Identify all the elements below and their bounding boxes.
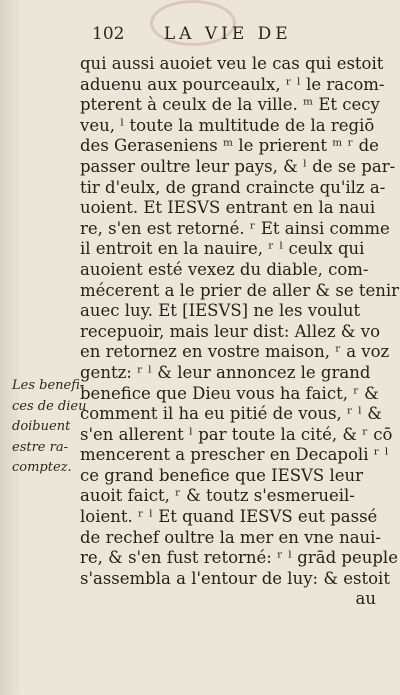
marginal-note-line: comptez. — [12, 460, 72, 476]
marginal-note-line: doibuent — [12, 419, 71, 435]
text-line: auoit faict, ʳ & toutz s'esmerueil- — [80, 486, 355, 506]
text-line: passer oultre leur pays, & ˡ de se par- — [80, 156, 396, 176]
text-line: auec luy. Et [IESVS] ne les voulut — [80, 301, 361, 321]
catchword: au — [355, 589, 376, 609]
text-line: ce grand benefice que IESVS leur — [80, 465, 364, 485]
text-line: uoient. Et IESVS entrant en la naui — [80, 198, 376, 218]
text-line: benefice que Dieu vous ha faict, ʳ & — [80, 383, 379, 403]
marginal-note — [12, 376, 92, 479]
text-line: re, s'en est retorné. ʳ Et ainsi comme — [80, 218, 390, 238]
page-gutter-shadow — [0, 0, 22, 695]
text-line: loient. ʳ ˡ Et quand IESVS eut passé — [80, 507, 378, 527]
page-number: 102 — [92, 24, 125, 44]
text-line: recepuoir, mais leur dist: Allez & vo — [80, 321, 380, 341]
text-line: s'assembla a l'entour de luy: & estoit — [80, 568, 390, 588]
running-title: LA VIE DE — [163, 24, 292, 44]
marginal-note-line: ces de dieu — [12, 398, 87, 414]
text-line: auoient esté vexez du diable, com- — [80, 259, 369, 279]
text-line: veu, ˡ toute la multitude de la regiō — [80, 115, 375, 135]
text-line: en retornez en vostre maison, ʳ a voz — [80, 342, 390, 362]
text-line: mencerent a prescher en Decapoli ʳ ˡ — [80, 445, 389, 465]
text-line: gentz: ʳ ˡ & leur annoncez le grand — [80, 362, 371, 382]
text-line: de rechef oultre la mer en vne naui- — [80, 527, 382, 547]
text-line: des Geraseniens ᵐ le prierent ᵐ ʳ de — [80, 136, 379, 156]
running-header — [92, 24, 352, 46]
text-line: tir d'eulx, de grand craincte qu'ilz a- — [80, 177, 386, 197]
marginal-note-line: Les benefi- — [12, 378, 85, 393]
main-text-block — [80, 54, 400, 610]
text-line: comment il ha eu pitié de vous, ʳ ˡ & — [80, 404, 382, 424]
marginal-note-line: estre ra- — [12, 439, 68, 455]
text-line: pterent à ceulx de la ville. ᵐ Et cecy — [80, 95, 380, 115]
text-line: aduenu aux pourceaulx, ʳ ˡ le racom- — [80, 74, 385, 94]
text-line: s'en allerent ˡ par toute la cité, & ʳ cō — [80, 424, 393, 444]
text-line: il entroit en la nauire, ʳ ˡ ceulx qui — [80, 239, 365, 259]
text-line: mécerent a le prier de aller & se tenir — [80, 280, 400, 300]
text-line: re, & s'en fust retorné: ʳ ˡ grād peuple — [80, 548, 398, 568]
text-line: qui aussi auoiet veu le cas qui estoit — [80, 54, 384, 73]
